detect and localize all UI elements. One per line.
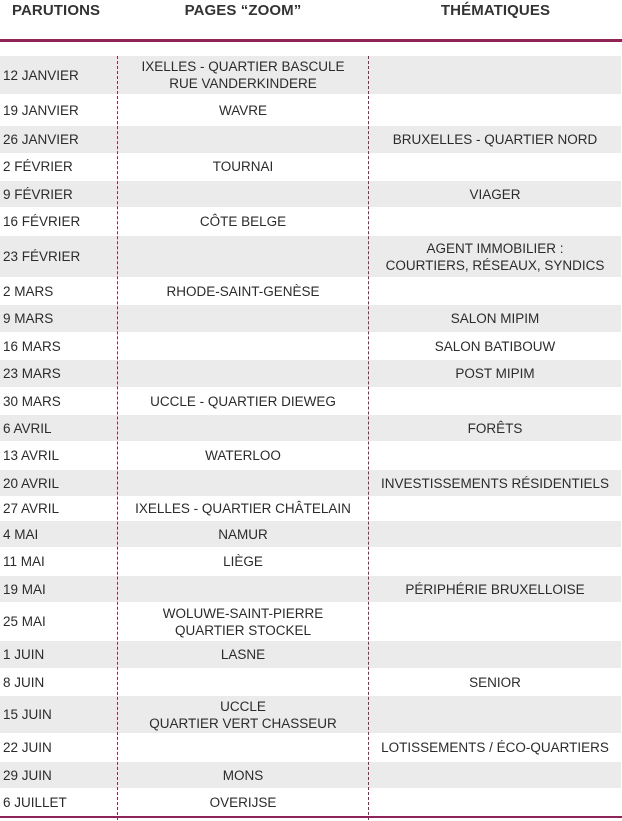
cell-parution-date: 1 JUIN <box>3 647 45 662</box>
footer-divider <box>0 816 622 818</box>
table-row <box>0 497 621 520</box>
header-pages-zoom: PAGES “ZOOM” <box>184 2 302 19</box>
cell-thematique: POST MIPIM <box>455 366 535 381</box>
header-thematiques: THÉMATIQUES <box>440 2 551 19</box>
table-row <box>0 415 621 441</box>
table-row <box>0 360 621 387</box>
cell-zoom-page <box>118 236 368 277</box>
cell-zoom-page: IXELLES - QUARTIER BASCULE RUE VANDERKINDERE <box>141 59 345 91</box>
cell-parution-date: 19 MAI <box>3 581 46 597</box>
cell-thematique <box>369 696 621 733</box>
cell-thematique <box>369 388 621 414</box>
column-divider-right <box>368 56 369 820</box>
cell-parution-date: 16 MARS <box>3 338 61 354</box>
cell-thematique <box>369 208 621 235</box>
table-row <box>0 734 621 761</box>
cell-zoom-page: UCCLE QUARTIER VERT CHASSEUR <box>149 698 337 731</box>
cell-parution-date: 29 JUIN <box>3 767 52 783</box>
cell-zoom-page: WOLUWE-SAINT-PIERRE QUARTIER STOCKEL <box>162 605 324 638</box>
cell-thematique: LOTISSEMENTS / ÉCO-QUARTIERS <box>381 740 609 755</box>
cell-thematique: SALON MIPIM <box>450 311 540 326</box>
table-row <box>0 521 621 547</box>
cell-thematique: INVESTISSEMENTS RÉSIDENTIELS <box>380 475 610 491</box>
cell-zoom-page: LIÈGE <box>223 554 263 569</box>
cell-thematique <box>369 278 621 304</box>
cell-zoom-page: NAMUR <box>218 526 268 542</box>
cell-parution-date: 19 JANVIER <box>3 102 79 118</box>
cell-thematique: BRUXELLES - QUARTIER NORD <box>392 132 598 147</box>
cell-thematique <box>369 548 621 575</box>
cell-zoom-page <box>118 415 368 441</box>
cell-zoom-page: WAVRE <box>218 102 267 118</box>
cell-parution-date: 22 JUIN <box>3 740 52 755</box>
cell-thematique: PÉRIPHÉRIE BRUXELLOISE <box>405 581 585 597</box>
cell-parution-date: 6 AVRIL <box>3 420 52 436</box>
cell-parution-date: 13 AVRIL <box>3 448 60 463</box>
cell-parution-date: 15 JUIN <box>3 707 52 722</box>
cell-thematique <box>369 762 621 788</box>
cell-parution-date: 8 JUIN <box>3 674 45 690</box>
table-row <box>0 333 621 359</box>
cell-zoom-page: UCCLE - QUARTIER DIEWEG <box>150 393 336 409</box>
cell-zoom-page <box>118 669 368 695</box>
cell-parution-date: 9 MARS <box>3 311 54 326</box>
table-row <box>0 669 621 695</box>
cell-zoom-page: RHODE-SAINT-GENÈSE <box>166 283 320 299</box>
cell-thematique: AGENT IMMOBILIER : COURTIERS, RÉSEAUX, SYNDICS <box>385 240 605 273</box>
cell-parution-date: 6 JUILLET <box>3 795 67 810</box>
cell-zoom-page <box>118 305 368 332</box>
table-row <box>0 236 621 277</box>
table-row <box>0 442 621 469</box>
table-row <box>0 641 621 668</box>
cell-thematique: VIAGER <box>469 186 521 202</box>
cell-thematique <box>369 603 621 640</box>
table-row <box>0 56 621 94</box>
table-row <box>0 305 621 332</box>
cell-thematique <box>369 56 621 94</box>
cell-thematique <box>369 497 621 520</box>
cell-zoom-page: CÔTE BELGE <box>199 214 287 229</box>
cell-parution-date: 23 FÉVRIER <box>3 249 81 264</box>
cell-zoom-page <box>118 181 368 207</box>
cell-thematique <box>369 521 621 547</box>
cell-thematique <box>369 789 621 816</box>
cell-parution-date: 27 AVRIL <box>3 501 60 516</box>
cell-parution-date: 2 FÉVRIER <box>3 159 73 174</box>
cell-parution-date: 26 JANVIER <box>3 132 79 147</box>
header-parutions: PARUTIONS <box>12 2 101 19</box>
table-row <box>0 208 621 235</box>
cell-thematique: SENIOR <box>469 674 521 690</box>
table-row <box>0 388 621 414</box>
cell-zoom-page: TOURNAI <box>212 159 274 174</box>
cell-parution-date: 25 MAI <box>3 614 46 629</box>
cell-zoom-page: MONS <box>222 767 264 783</box>
cell-zoom-page <box>118 470 368 496</box>
cell-thematique <box>369 641 621 668</box>
table-row <box>0 576 621 602</box>
cell-zoom-page: WATERLOO <box>205 448 281 463</box>
cell-zoom-page <box>118 333 368 359</box>
cell-thematique <box>369 95 621 125</box>
cell-parution-date: 9 FÉVRIER <box>3 186 73 202</box>
table-row <box>0 789 621 816</box>
cell-thematique: FORÊTS <box>467 420 523 436</box>
cell-zoom-page: IXELLES - QUARTIER CHÂTELAIN <box>135 501 351 516</box>
cell-thematique: SALON BATIBOUW <box>434 338 556 354</box>
cell-parution-date: 12 JANVIER <box>3 67 79 83</box>
table-row <box>0 470 621 496</box>
cell-parution-date: 30 MARS <box>3 393 61 409</box>
cell-parution-date: 16 FÉVRIER <box>3 214 81 229</box>
cell-thematique <box>369 153 621 180</box>
cell-thematique <box>369 442 621 469</box>
table-row <box>0 696 621 733</box>
table-row <box>0 95 621 125</box>
table-row <box>0 603 621 640</box>
table-row <box>0 548 621 575</box>
table-row <box>0 126 621 153</box>
cell-parution-date: 4 MAI <box>3 526 39 542</box>
table-row <box>0 181 621 207</box>
cell-parution-date: 11 MAI <box>3 554 45 569</box>
column-divider-left <box>117 56 118 820</box>
cell-zoom-page <box>118 360 368 387</box>
cell-zoom-page <box>118 576 368 602</box>
table-row <box>0 762 621 788</box>
table-row <box>0 278 621 304</box>
cell-zoom-page <box>118 126 368 153</box>
cell-parution-date: 2 MARS <box>3 283 54 299</box>
cell-parution-date: 23 MARS <box>3 366 61 381</box>
table-row <box>0 153 621 180</box>
cell-zoom-page: OVERIJSE <box>209 795 277 810</box>
cell-zoom-page <box>118 734 368 761</box>
cell-zoom-page: LASNE <box>220 647 266 662</box>
cell-parution-date: 20 AVRIL <box>3 475 60 491</box>
